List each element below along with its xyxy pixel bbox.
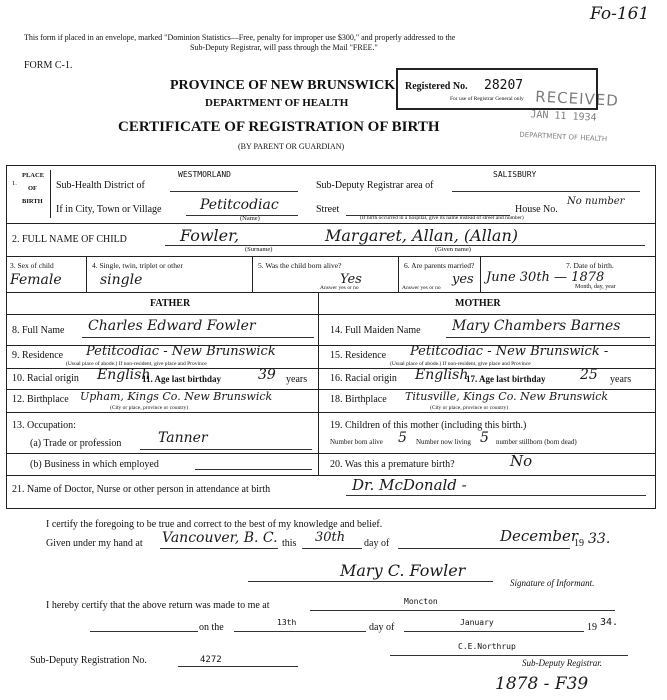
- certificate-title: CERTIFICATE OF REGISTRATION OF BIRTH: [118, 119, 440, 135]
- father-birthplace-label: 12. Birthplace: [12, 394, 69, 405]
- city-sub: (Name): [240, 215, 260, 222]
- father-birthplace-value: Upham, Kings Co. New Brunswick: [80, 390, 273, 403]
- street-sub: (If birth occurred in a hospital, give its name instead of street and number): [360, 215, 524, 221]
- registrar-place: Moncton: [404, 597, 438, 606]
- district-value: WESTMORLAND: [178, 170, 231, 179]
- parents-married-value: yes: [452, 272, 474, 287]
- place-label-of: OF: [28, 185, 38, 192]
- place-label-birth: BIRTH: [22, 198, 43, 205]
- stamp-date: JAN 11 1934: [530, 109, 597, 124]
- registrar-day: 13th: [277, 618, 297, 627]
- father-racial-value: English: [97, 367, 151, 383]
- place-label-place: PLACE: [22, 172, 45, 179]
- parents-married-label: 6. Are parents married?: [404, 261, 475, 270]
- attendant-label: 21. Name of Doctor, Nurse or other person in attendance at birth: [12, 484, 271, 495]
- plurality-label: 4. Single, twin, triplet or other: [92, 261, 183, 270]
- business-label: (b) Business in which employed: [30, 459, 159, 470]
- father-age-label: 11. Age last birthday: [142, 374, 222, 384]
- father-birthplace-sub: (City or place, province or country): [110, 405, 189, 411]
- sdr-area-value: SALISBURY: [493, 170, 537, 179]
- father-age-value: 39: [258, 367, 276, 383]
- father-residence-sub: (Usual place of abode.) If non-resident, give place and Province: [66, 361, 207, 367]
- registered-label: Registered No.: [405, 81, 468, 92]
- father-residence-value: Petitcodiac - New Brunswick: [86, 344, 276, 359]
- father-name-label: 8. Full Name: [12, 325, 65, 336]
- now-living-label: Number now living: [416, 438, 471, 446]
- street-label: Street: [316, 204, 340, 215]
- given-day: 30th: [315, 530, 346, 545]
- now-living-count: 5: [480, 430, 489, 446]
- received-stamp: [518, 85, 646, 161]
- registered-sub: For use of Registrar General only: [450, 96, 524, 102]
- registration-no-value: 4272: [200, 655, 222, 665]
- city-label: If in City, Town or Village: [56, 204, 162, 215]
- born-alive-sub: Answer yes or no: [320, 285, 359, 291]
- born-alive-count: 5: [398, 430, 407, 446]
- given-this: this: [282, 538, 297, 549]
- mother-birthplace-value: Titusville, Kings Co. New Brunswick: [405, 390, 609, 403]
- father-name-value: Charles Edward Fowler: [88, 318, 256, 334]
- mother-residence-sub: (Usual place of abode.) If non-resident, give place and Province: [390, 361, 531, 367]
- house-value: No number: [567, 196, 625, 207]
- father-years: years: [286, 374, 308, 385]
- mother-residence-value: Petitcodiac - New Brunswick -: [410, 344, 609, 359]
- city-value: Petitcodiac: [200, 197, 279, 213]
- form-id: FORM C-1.: [24, 60, 73, 71]
- trade-value: Tanner: [158, 430, 208, 446]
- house-label: House No.: [515, 204, 558, 215]
- occupation-label: 13. Occupation:: [12, 420, 76, 431]
- dob-value: June 30th — 1878: [486, 270, 605, 285]
- father-racial-label: 10. Racial origin: [12, 373, 79, 384]
- registration-no-label: Sub-Deputy Registration No.: [30, 655, 147, 666]
- given-day-of: day of: [364, 538, 390, 549]
- certify-statement: I certify the foregoing to be true and correct to the best of my knowledge and belief.: [46, 519, 383, 530]
- mother-birthplace-label: 18. Birthplace: [330, 394, 387, 405]
- born-alive-count-label: Number born alive: [330, 438, 383, 446]
- stamp-department: DEPARTMENT OF HEALTH: [519, 130, 608, 144]
- born-alive-value: Yes: [340, 272, 362, 287]
- given-year: 33.: [588, 531, 611, 547]
- mother-racial-label: 16. Racial origin: [330, 373, 397, 384]
- stillborn-label: number stillborn (born dead): [496, 438, 577, 446]
- premature-value: No: [510, 452, 533, 470]
- district-label: Sub-Health District of: [56, 180, 145, 191]
- father-residence-label: 9. Residence: [12, 350, 64, 361]
- place-num: 1.: [12, 180, 17, 187]
- children-label: 19. Children of this mother (including this birth.): [330, 420, 527, 431]
- child-given-names: Margaret, Allan, (Allan): [325, 226, 518, 245]
- sex-label: 3. Sex of child: [10, 261, 54, 270]
- mail-notice-line1: This form if placed in an envelope, marked "Dominion Statistics—Free, penalty for improper use $300," and properly addressed to the: [24, 33, 456, 42]
- registrar-year: 34.: [600, 617, 619, 628]
- dob-sub: Month, day, year: [575, 284, 616, 290]
- mother-name-value: Mary Chambers Barnes: [452, 318, 621, 334]
- mother-heading: MOTHER: [455, 298, 501, 309]
- mother-birthplace-sub: (City or place, province or country): [430, 405, 509, 411]
- mother-name-label: 14. Full Maiden Name: [330, 325, 421, 336]
- sub-deputy-name: C.E.Northrup: [458, 642, 516, 651]
- mail-notice-line2: Sub-Deputy Registrar, will pass through the Mail "FREE.": [190, 43, 378, 52]
- surname-sub: (Surname): [245, 246, 273, 253]
- sex-value: Female: [10, 272, 62, 288]
- premature-label: 20. Was this a premature birth?: [330, 459, 455, 470]
- registered-number: 28207: [484, 78, 524, 93]
- stamp-received: RECEIVED: [534, 87, 620, 110]
- father-heading: FATHER: [150, 298, 191, 309]
- registrar-on: on the: [199, 622, 224, 633]
- given-place: Vancouver, B. C.: [162, 530, 278, 546]
- mother-residence-label: 15. Residence: [330, 350, 387, 361]
- child-surname: Fowler,: [180, 226, 240, 245]
- certificate-subtitle: (BY PARENT OR GUARDIAN): [238, 142, 345, 151]
- registrar-day-of: day of: [369, 622, 395, 633]
- born-alive-label: 5. Was the child born alive?: [258, 261, 342, 270]
- file-reference: Fo-161: [590, 4, 650, 24]
- province-heading: PROVINCE OF NEW BRUNSWICK: [170, 78, 396, 93]
- given-year-prefix: 19: [574, 538, 584, 549]
- mother-years: years: [610, 374, 632, 385]
- footer-reference: 1878 - F39: [495, 674, 589, 694]
- dob-label: 7. Date of birth.: [566, 261, 614, 270]
- given-month: December: [500, 527, 579, 545]
- parents-married-sub: Answer yes or no: [402, 285, 441, 291]
- informant-signature: Mary C. Fowler: [340, 561, 466, 580]
- department-heading: DEPARTMENT OF HEALTH: [205, 97, 349, 109]
- sub-deputy-label: Sub-Deputy Registrar.: [522, 658, 602, 668]
- registrar-year-prefix: 19: [587, 622, 597, 633]
- mother-racial-value: English: [415, 367, 469, 383]
- given-hand-label: Given under my hand at: [46, 538, 143, 549]
- trade-label: (a) Trade or profession: [30, 438, 122, 449]
- informant-label: Signature of Informant.: [510, 578, 595, 588]
- sdr-area-label: Sub-Deputy Registrar area of: [316, 180, 434, 191]
- child-name-label: 2. FULL NAME OF CHILD: [12, 234, 127, 245]
- attendant-value: Dr. McDonald -: [352, 476, 467, 494]
- registrar-month: January: [460, 618, 494, 627]
- given-sub: (Given name): [435, 246, 471, 253]
- mother-age-value: 25: [580, 367, 598, 383]
- plurality-value: single: [100, 272, 143, 288]
- mother-age-label: 17. Age last birthday: [466, 374, 546, 384]
- registrar-statement: I hereby certify that the above return was made to me at: [46, 600, 270, 611]
